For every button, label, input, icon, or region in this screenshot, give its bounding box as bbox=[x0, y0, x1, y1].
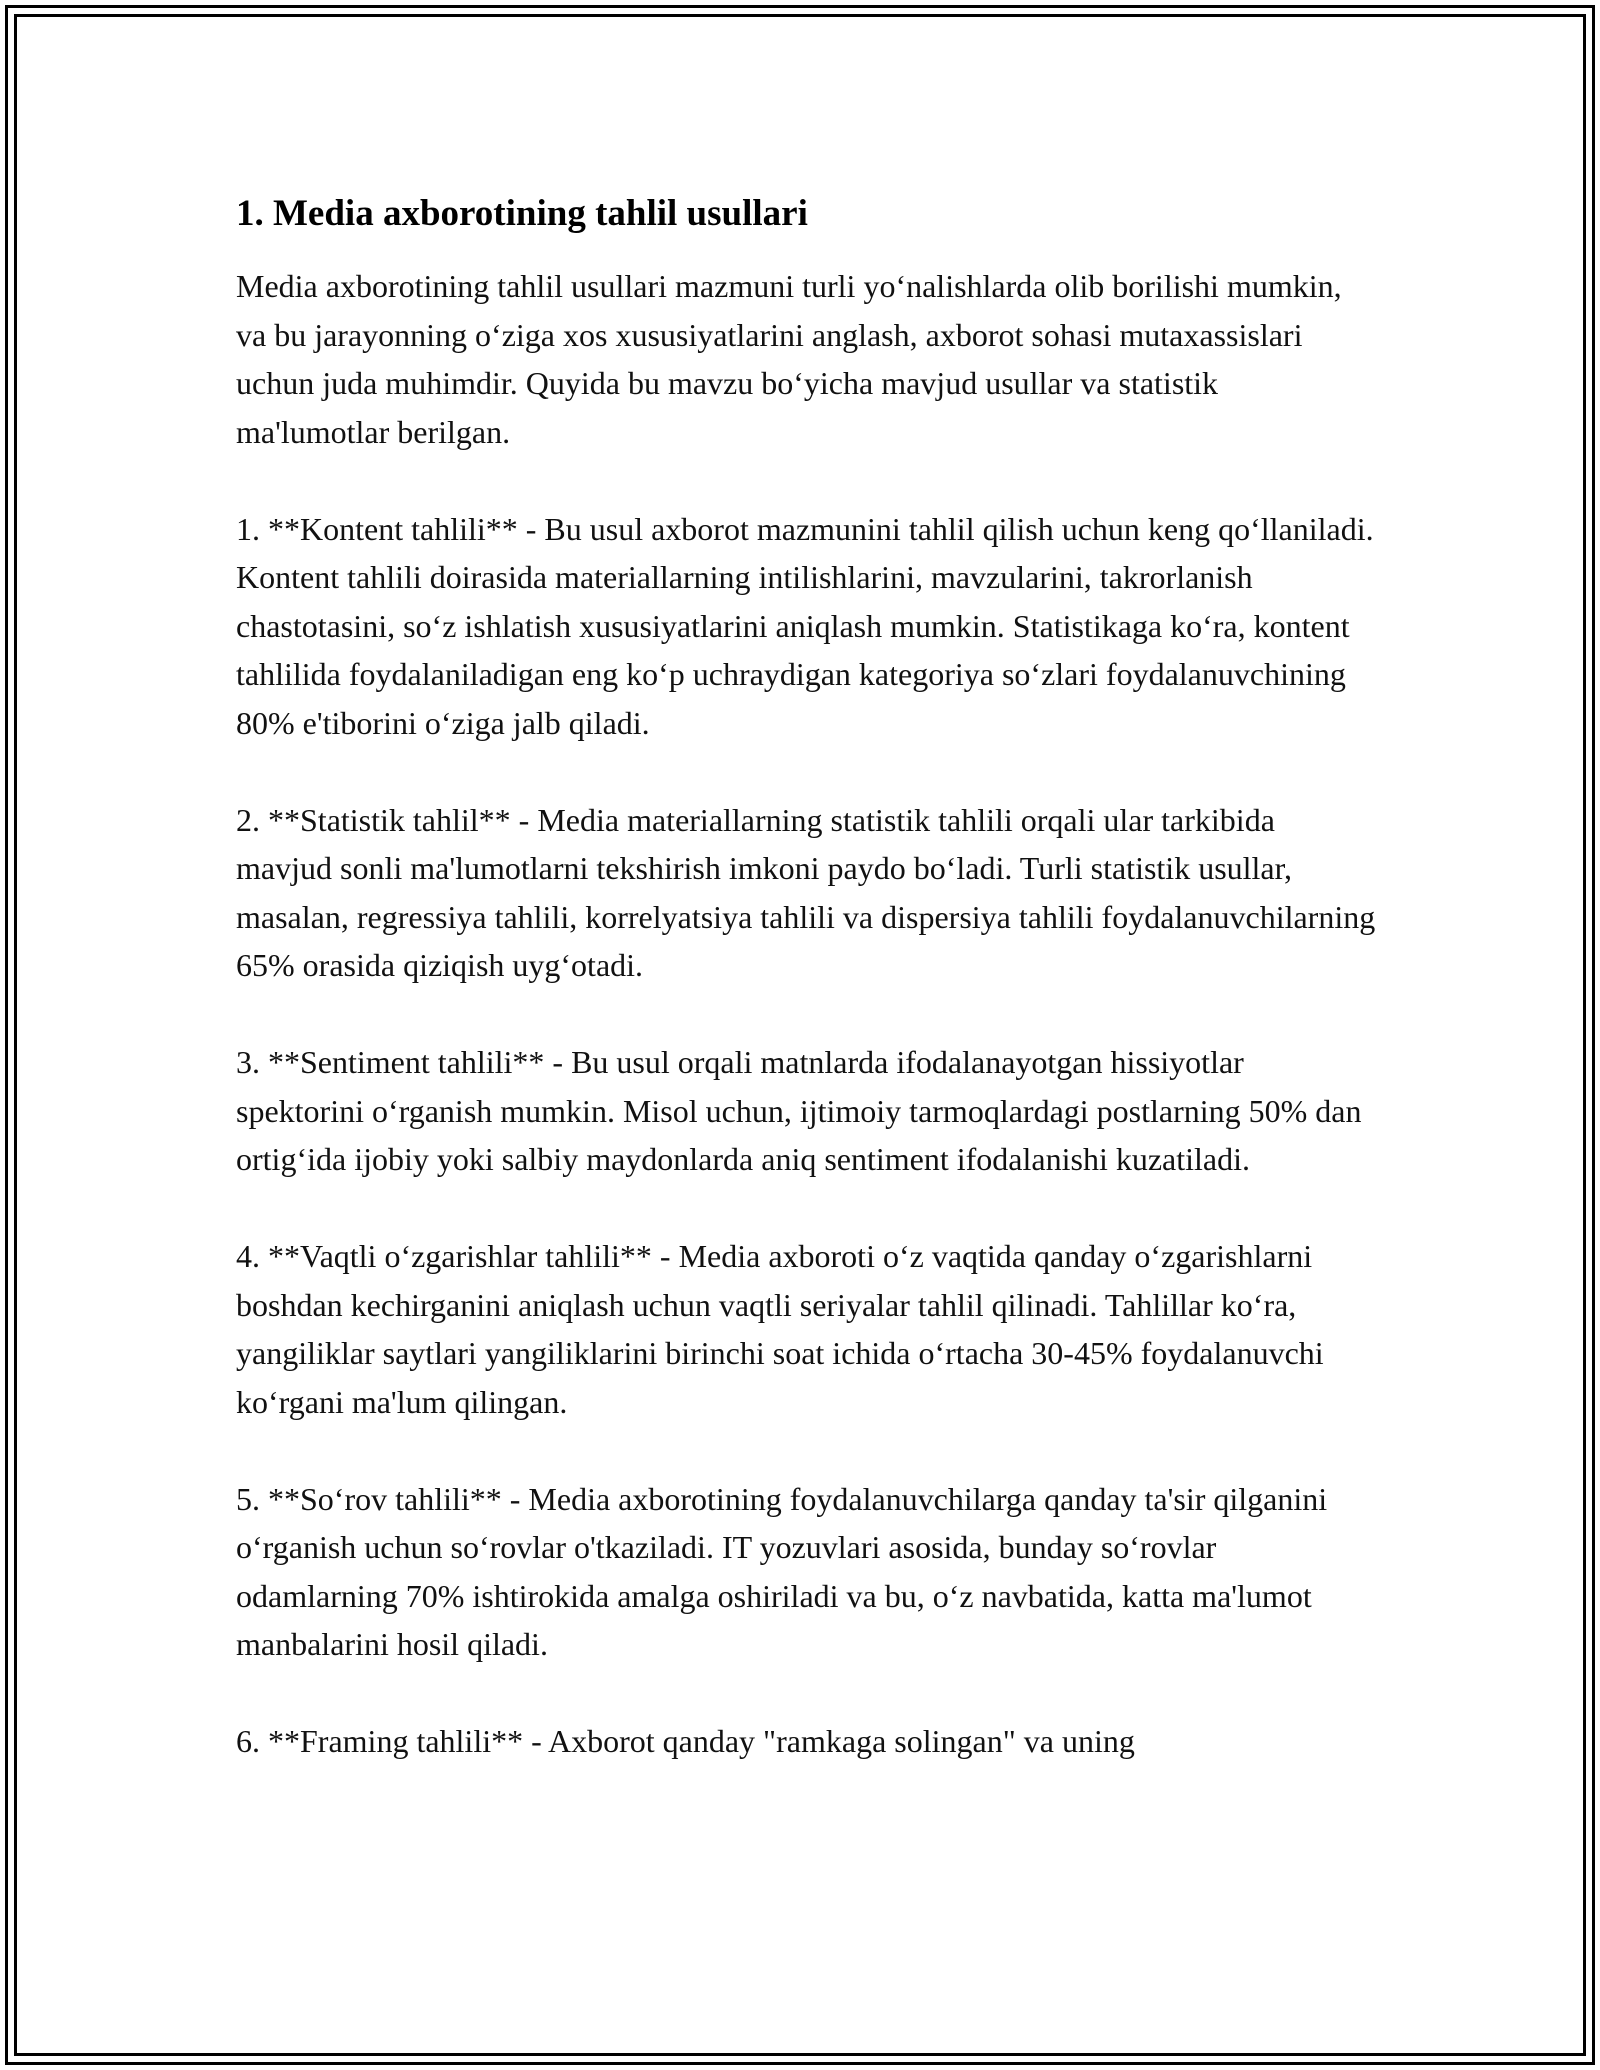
paragraph-content-analysis: 1. **Kontent tahlili** - Bu usul axborot mazmunini tahlil qilish uchun keng qo‘llaniladi. Kontent tahlili doirasida materiallarning intilishlarini, mavzularini, takrorlanish chastotasini, so‘z ishlatish xususiyatlarini aniqlash mumkin. Statistikaga ko‘ra, kontent tahlilida foydalaniladigan eng ko‘p uchraydigan kategoriya so‘zlari foydalanuvchining 80% e'tiborini o‘ziga jalb qiladi. bbox=[236, 510, 1374, 741]
document-body bbox=[236, 188, 1376, 1814]
paragraph-survey-analysis: 5. **So‘rov tahlili** - Media axborotining foydalanuvchilarga qanday ta'sir qilganini o‘rganish uchun so‘rovlar o'tkaziladi. IT yozuvlari asosida, bunday so‘rovlar odamlarning 70% ishtirokida amalga oshiriladi va bu, o‘z navbatida, katta ma'lumot manbalarini hosil qiladi. bbox=[236, 1480, 1328, 1662]
section-heading: 1. Media axborotining tahlil usullari bbox=[236, 193, 808, 234]
intro-paragraph: Media axborotining tahlil usullari mazmuni turli yo‘nalishlarda olib borilishi mumkin, va bu jarayonning o‘ziga xos xususiyatlarini anglash, axborot sohasi mutaxassislari uchun juda muhimdir. Quyida bu mavzu bo‘yicha mavjud usullar va statistik ma'lumotlar berilgan. bbox=[236, 268, 1342, 450]
paragraph-sentiment-analysis: 3. **Sentiment tahlili** - Bu usul orqali matnlarda ifodalanayotgan hissiyotlar spektorini o‘rganish mumkin. Misol uchun, ijtimoiy tarmoqlardagi postlarning 50% dan ortig‘ida ijobiy yoki salbiy maydonlarda aniq sentiment ifodalanishi kuzatiladi. bbox=[236, 1044, 1362, 1177]
paragraph-temporal-analysis: 4. **Vaqtli o‘zgarishlar tahlili** - Media axboroti o‘z vaqtida qanday o‘zgarishlarni boshdan kechirganini aniqlash uchun vaqtli seriyalar tahlil qilinadi. Tahlillar ko‘ra, yangiliklar saytlari yangiliklarini birinchi soat ichida o‘rtacha 30-45% foydalanuvchi ko‘rgani ma'lum qilingan. bbox=[236, 1238, 1324, 1420]
paragraph-statistical-analysis: 2. **Statistik tahlil** - Media materiallarning statistik tahlili orqali ular tarkibida mavjud sonli ma'lumotlarni tekshirish imkoni paydo bo‘ladi. Turli statistik usullar, masalan, regressiya tahlili, korrelyatsiya tahlili va dispersiya tahlili foydalanuvchilarning 65% orasida qiziqish uyg‘otadi. bbox=[236, 801, 1376, 983]
paragraph-framing-analysis: 6. **Framing tahlili** - Axborot qanday "ramkaga solingan" va uning bbox=[236, 1723, 1135, 1759]
